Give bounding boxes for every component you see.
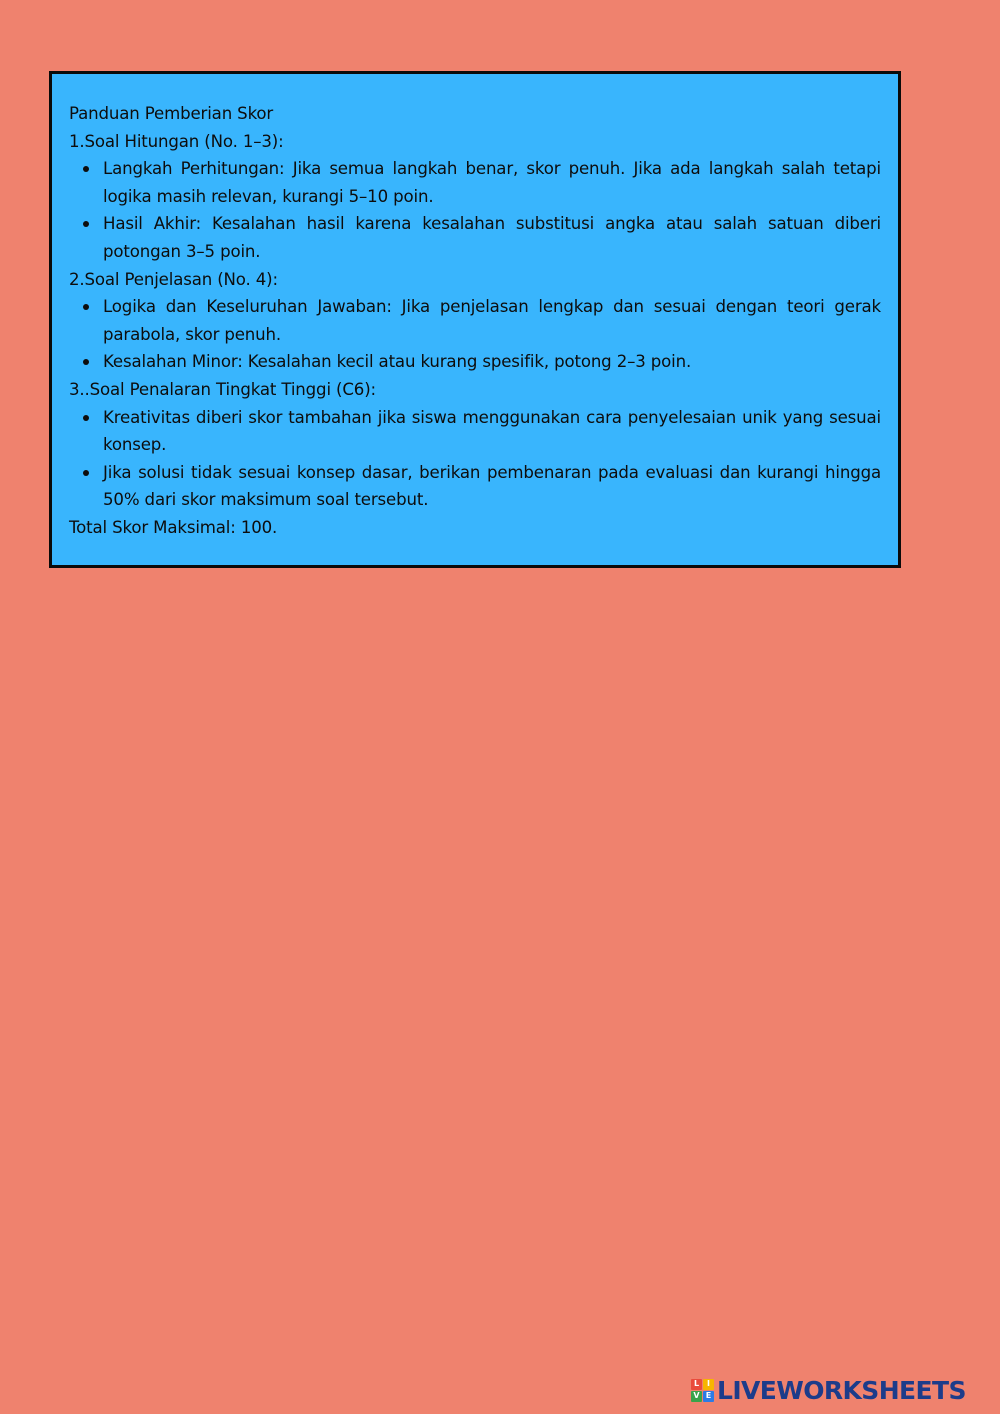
point-concept-mismatch: Jika solusi tidak sesuai konsep dasar, berikan pembenaran pada evaluasi dan kurangi hingga 50% dari skor maksimum soal tersebut. [103, 459, 881, 514]
logo-tile: V [691, 1391, 702, 1402]
point-creativity: Kreativitas diberi skor tambahan jika siswa menggunakan cara penyelesaian unik yang sesuai konsep. [103, 404, 881, 459]
liveworksheets-logo [691, 1373, 966, 1407]
point-final-result: Hasil Akhir: Kesalahan hasil karena kesalahan substitusi angka atau salah satuan diberi potongan 3–5 poin. [103, 210, 881, 265]
logo-tile: L [691, 1379, 702, 1390]
point-logic-completeness: Logika dan Keseluruhan Jawaban: Jika penjelasan lengkap dan sesuai dengan teori gerak parabola, skor penuh. [103, 293, 881, 348]
total-score: Total Skor Maksimal: 100. [69, 517, 278, 537]
logo-tile: E [703, 1391, 714, 1402]
point-minor-errors: Kesalahan Minor: Kesalahan kecil atau kurang spesifik, potong 2–3 poin. [103, 348, 881, 376]
reasoning-points [69, 404, 881, 514]
section-heading-explanation: 2.Soal Penjelasan (No. 4): [69, 269, 278, 289]
scoring-guide-box [49, 71, 901, 568]
logo-wordmark: LIVEWORKSHEETS [717, 1375, 966, 1405]
section-heading-reasoning: 3..Soal Penalaran Tingkat Tinggi (C6): [69, 379, 376, 399]
point-calculation-steps: Langkah Perhitungan: Jika semua langkah benar, skor penuh. Jika ada langkah salah tetapi logika masih relevan, kurangi 5–10 poin. [103, 155, 881, 210]
logo-tiles-icon [691, 1379, 714, 1402]
section-heading-calculation: 1.Soal Hitungan (No. 1–3): [69, 131, 284, 151]
calculation-points [69, 155, 881, 265]
guide-title: Panduan Pemberian Skor [69, 104, 274, 123]
explanation-points [69, 293, 881, 376]
logo-tile: I [703, 1379, 714, 1390]
